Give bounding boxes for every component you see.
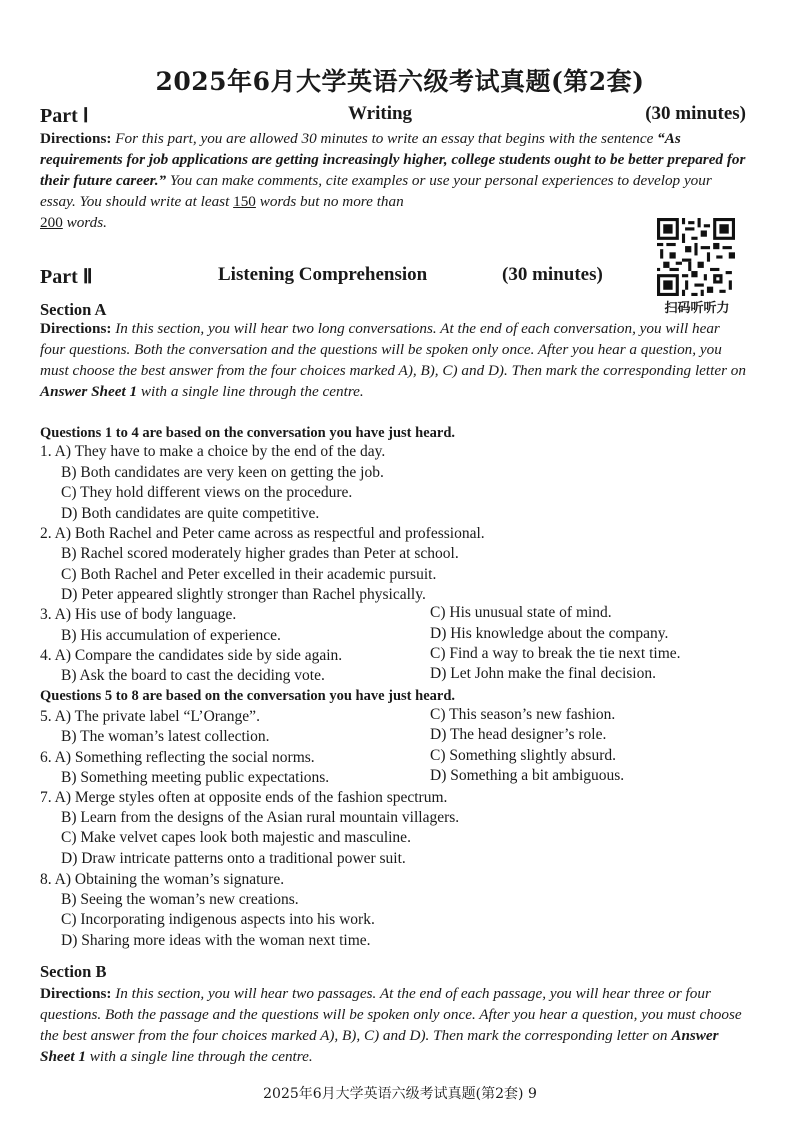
choice-b[interactable]: B) Rachel scored moderately higher grades than Peter at school.	[61, 545, 459, 562]
choice-c[interactable]: C) They hold different views on the procedure.	[61, 484, 353, 501]
page-footer: 2025年6月大学英语六级考试真题(第2套) 9	[263, 1086, 537, 1102]
choice-d[interactable]: D) Something a bit ambiguous.	[430, 767, 625, 784]
choice-a[interactable]: A) The private label “L’Orange”.	[54, 708, 260, 725]
choice-c[interactable]: C) This season’s new fashion.	[430, 706, 616, 723]
choice-c[interactable]: C) Incorporating indigenous aspects into his work.	[61, 911, 375, 928]
part2-time: (30 minutes)	[502, 264, 603, 285]
min-word-count: 150	[233, 193, 256, 210]
choice-b[interactable]: B) His accumulation of experience.	[61, 627, 281, 644]
choice-b[interactable]: B) Something meeting public expectations.	[61, 769, 330, 786]
choice-a[interactable]: A) Something reflecting the social norms.	[54, 749, 315, 766]
choice-b[interactable]: B) The woman’s latest collection.	[61, 728, 270, 745]
choice-c[interactable]: C) Make velvet capes look both majestic and masculine.	[61, 829, 411, 846]
question-1: 1. A) They have to make a choice by the end of the day.	[40, 443, 386, 460]
question-4: 4. A) Compare the candidates side by side again.	[40, 647, 343, 664]
question-7: 7. A) Merge styles often at opposite ends of the fashion spectrum.	[40, 789, 448, 806]
choice-d[interactable]: D) The head designer’s role.	[430, 726, 607, 743]
choice-b[interactable]: B) Both candidates are very keen on getting the job.	[61, 464, 384, 481]
part1-name: Writing	[348, 103, 413, 124]
part2-label: Part Ⅱ	[40, 266, 93, 288]
directions-label: Directions:	[40, 130, 112, 147]
part1-label: Part Ⅰ	[40, 105, 89, 127]
section-b-heading: Section B	[40, 962, 107, 981]
question-5: 5. A) The private label “L’Orange”.	[40, 708, 260, 725]
part1-directions: Directions: For this part, you are allowed 30 minutes to write an essay that begins with the sentence “As requirements for job applications are getting increasingly higher, college students ought to be better prepared for their future career.” You can make comments, cite examples or use your personal experiences to develop your essay. You should write at least 150 words but no more than 200 words.	[40, 130, 746, 231]
choice-a[interactable]: A) Merge styles often at opposite ends of the fashion spectrum.	[54, 789, 448, 806]
part2-name: Listening Comprehension	[218, 264, 428, 285]
qr-caption: 扫码听听力	[664, 301, 730, 316]
choice-d[interactable]: D) Let John make the final decision.	[430, 665, 656, 682]
max-word-count: 200	[40, 214, 63, 231]
choice-a[interactable]: A) They have to make a choice by the end of the day.	[54, 443, 386, 460]
question-2: 2. A) Both Rachel and Peter came across as respectful and professional.	[40, 525, 485, 542]
question-6: 6. A) Something reflecting the social norms.	[40, 749, 315, 766]
choice-d[interactable]: D) Peter appeared slightly stronger than Rachel physically.	[61, 586, 426, 603]
choice-a[interactable]: A) Compare the candidates side by side again.	[54, 647, 343, 664]
choice-a[interactable]: A) Both Rachel and Peter came across as respectful and professional.	[54, 525, 485, 542]
choice-d[interactable]: D) Both candidates are quite competitive.	[61, 505, 320, 522]
part1-header	[40, 103, 746, 129]
section-b-directions: Directions: In this section, you will hear two passages. At the end of each passage, you will hear three or four questions. Both the passage and the questions will be spoken only once. After you hear a question, you must choose the best answer from the four choices marked A), B), C) and D). Then mark the corresponding letter on Answer Sheet 1 with a single line through the centre.	[40, 985, 742, 1065]
choice-b[interactable]: B) Learn from the designs of the Asian rural mountain villagers.	[61, 809, 460, 826]
choice-a[interactable]: A) Obtaining the woman’s signature.	[54, 871, 285, 888]
part1-time: (30 minutes)	[645, 103, 746, 124]
questions-1-4-heading: Questions 1 to 4 are based on the conversation you have just heard.	[40, 425, 456, 441]
choice-d[interactable]: D) His knowledge about the company.	[430, 625, 669, 642]
choice-d[interactable]: D) Sharing more ideas with the woman next time.	[61, 932, 371, 949]
questions-5-8-heading: Questions 5 to 8 are based on the conversation you have just heard.	[40, 688, 456, 704]
part2-header	[40, 264, 746, 290]
choice-c[interactable]: C) Something slightly absurd.	[430, 747, 616, 764]
writing-prompt-quote: “As requirements for job applications are getting increasingly higher, college students ought to be better prepared for their future career.”	[40, 130, 746, 189]
choice-b[interactable]: B) Seeing the woman’s new creations.	[61, 891, 299, 908]
choice-a[interactable]: A) His use of body language.	[54, 606, 237, 623]
choice-c[interactable]: C) His unusual state of mind.	[430, 604, 612, 621]
choice-c[interactable]: C) Find a way to break the tie next time.	[430, 645, 681, 662]
choice-b[interactable]: B) Ask the board to cast the deciding vote.	[61, 667, 325, 684]
section-a-directions: Directions: In this section, you will hear two long conversations. At the end of each conversation, you will hear four questions. Both the conversation and the questions will be spoken only once. After you hear a question, you must choose the best answer from the four choices marked A), B), C) and D). Then mark the corresponding letter on Answer Sheet 1 with a single line through the centre.	[40, 320, 746, 400]
choice-c[interactable]: C) Both Rachel and Peter excelled in their academic pursuit.	[61, 566, 437, 583]
choice-d[interactable]: D) Draw intricate patterns onto a traditional power suit.	[61, 850, 406, 867]
question-3: 3. A) His use of body language.	[40, 606, 237, 623]
question-8: 8. A) Obtaining the woman’s signature.	[40, 871, 285, 888]
page-title: 2025年6月大学英语六级考试真题(第2套)	[155, 67, 645, 96]
section-a-heading: Section A	[40, 300, 107, 319]
